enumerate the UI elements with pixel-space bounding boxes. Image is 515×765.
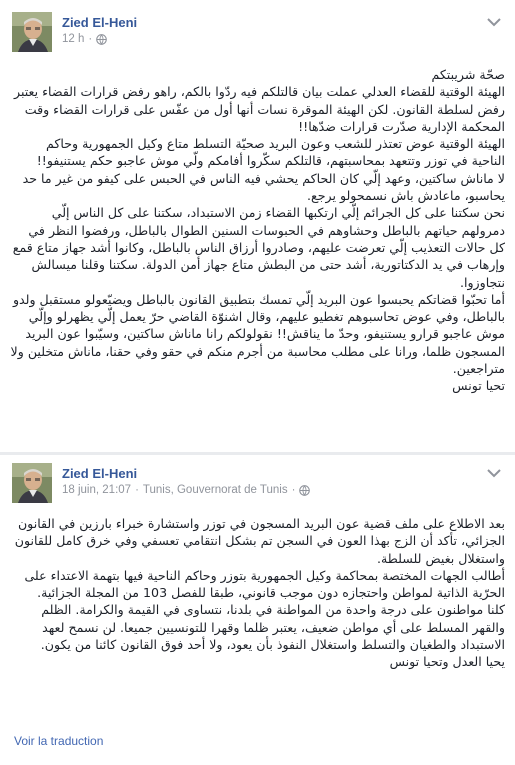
avatar[interactable] bbox=[12, 463, 52, 503]
globe-icon bbox=[299, 485, 310, 496]
post-paragraph: تحيا تونس bbox=[452, 378, 505, 394]
post-timestamp[interactable]: 12 h bbox=[62, 33, 85, 45]
post-paragraph: أما تحبّوا قضاتكم يحبسوا عون البريد إلّي تمسك بتطبيق القانون بالباطل ويضيّعولو مستقبل ولدو بالباطل، وفي عوض تحاسبوهم تغطيو عليهم، وقال اشنوّة القاضي حرّ يعمل إلّي يظهرلو وإلّي موش عاجبو قرارو يستنيفو، وحدّ ما يناقش!! نقولولكم رانا ماناش ساكتين، وسيّبوا عون البريد المسجون ظلما، ورانا على مطلب محاسبة من أجرم منكم في حقو وفي حقنا، ماناش متخلين ولا متراجعين. bbox=[10, 291, 505, 377]
post-meta bbox=[62, 484, 310, 496]
post-paragraph: يحيا العدل وتحيا تونس bbox=[389, 654, 505, 670]
post-paragraph: الهيئة الوقتية عوض تعتذر للشعب وعون البريد صحيّة التسلط متاع وكيل الجمهورية وحاكم الناحية في توزر وتتعهد بمحاسبتهم، قالتلكم سكّروا أفامكم ولّي موش عاجبو حكم يستنيفو!! bbox=[36, 136, 505, 169]
author-name[interactable]: Zied El-Heni bbox=[62, 466, 138, 481]
post-paragraph: صحّة شريبتكم bbox=[431, 67, 505, 82]
post-paragraph: نحن سكتنا على كل الجرائم إلّي ارتكبها القضاء زمن الاستبداد، سكتنا على كل الناس إلّي دمرولهم حياتهم بالباطل وحشاوهم في الحبوسات السنين الطوال بالباطل، ورفضوا النظر في كل حالات التعذيب إلّي تعرضت عليهم، وصادروا أرزاق الناس بالباطل، وكانوا أشد جهاز متاع قمع وإرهاب في يد الدكتاتورية، أشد حتى من البطش متاع جهاز أمن الدولة. سكتنا وقلنا ميسالش نتجاوزوا. bbox=[12, 205, 505, 290]
see-translation-link[interactable]: Voir la traduction bbox=[14, 734, 104, 748]
post-meta bbox=[62, 33, 107, 45]
meta-separator: · bbox=[88, 33, 93, 45]
post-body bbox=[10, 66, 505, 395]
meta-separator: · bbox=[291, 484, 296, 496]
avatar[interactable] bbox=[12, 12, 52, 52]
meta-separator: · bbox=[135, 484, 139, 496]
chevron-down-icon[interactable] bbox=[487, 468, 501, 478]
post-paragraph: لا ماناش ساكتين، وعهد إلّي كان الحاكم يحشي فيه الناس في الحبس على كيفو من غير ما حد يحاسبو، ماعادش باش نسمحولو يرجع. bbox=[22, 170, 505, 204]
post-location[interactable]: Tunis, Gouvernorat de Tunis bbox=[142, 484, 288, 496]
post-paragraph: الهيئة الوقتية للقضاء العدلي عملت بيان قالتلكم فيه ردّوا بالكم، راهو رفض قرارات القضاء يعتبر رفض لسلطة القانون. لكن الهيئة الموقرة نسات أنها أول من عفّس على قرارات القضاء وقت المحكمة الإدارية صدّرت قرارات ضدّها!! bbox=[14, 84, 505, 134]
avatar-photo bbox=[12, 463, 52, 503]
globe-icon bbox=[96, 34, 107, 45]
post-paragraph: أطالب الجهات المختصة بمحاكمة وكيل الجمهورية بتوزر وحاكم الناحية فيها بتهمة الاعتداء على الحرّية الذاتية لمواطن واحتجازه دون موجب قانوني، طبقا للفصل 103 من المجلة الجزائية. bbox=[24, 567, 505, 601]
author-name[interactable]: Zied El-Heni bbox=[62, 15, 138, 30]
chevron-down-icon[interactable] bbox=[487, 17, 501, 27]
post-paragraph: كلنا مواطنون على درجة واحدة من المواطنة في بلدنا، نتساوى في القيمة والكرامة. الظلم والقهر المسلط على أي مواطن ضعيف، يعتبر ظلما وقهرا للتونسيين جميعا. لن نسمح لعهد الاستبداد والطغيان والتسلط واستغلال النفوذ بأن يعود، ولا أحد فوق القانون كائنا من يكون. bbox=[40, 602, 505, 653]
avatar-photo bbox=[12, 12, 52, 52]
post-timestamp[interactable]: 18 juin, 21:07 bbox=[62, 484, 132, 496]
post-body bbox=[10, 515, 505, 671]
post-card bbox=[0, 455, 515, 765]
post-paragraph: بعد الاطلاع على ملف قضية عون البريد المسجون في توزر واستشارة خبراء بارزين في القانون الجزائي، تأكد أن الزج بهذا العون في السجن تم بشكل انتقامي تعسفي وفي خرق كامل للقانون واستغلال بغيض للسلطة. bbox=[14, 516, 505, 566]
